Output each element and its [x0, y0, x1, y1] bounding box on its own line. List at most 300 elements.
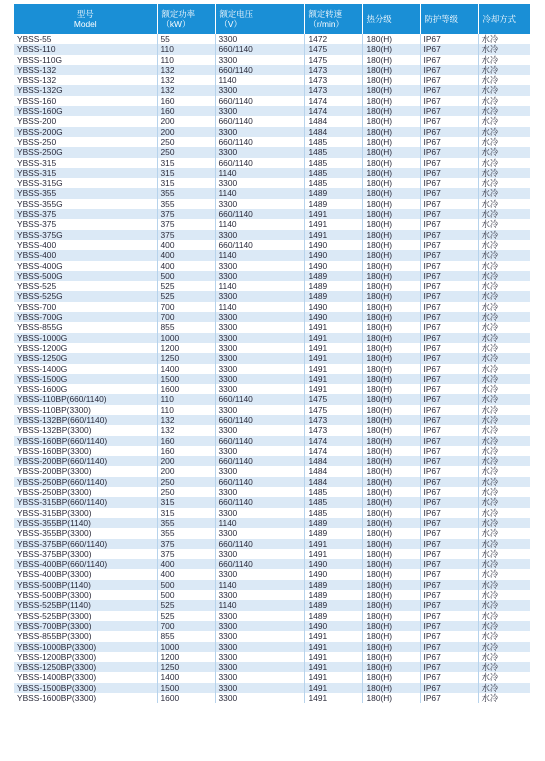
cell-rated-power: 250: [157, 147, 215, 157]
cell-insulation-class: 180(H): [362, 96, 420, 106]
cell-rated-voltage: 3300: [215, 106, 304, 116]
cell-model: YBSS-1200BP(3300): [14, 652, 157, 662]
cell-cooling-method: 水冷: [478, 343, 530, 353]
cell-rated-power: 1600: [157, 693, 215, 703]
cell-protection-class: IP67: [420, 168, 478, 178]
cell-rated-voltage: 3300: [215, 652, 304, 662]
cell-rated-power: 525: [157, 600, 215, 610]
cell-rated-voltage: 1140: [215, 518, 304, 528]
cell-insulation-class: 180(H): [362, 621, 420, 631]
cell-cooling-method: 水冷: [478, 322, 530, 332]
table-row: [14, 219, 530, 229]
cell-insulation-class: 180(H): [362, 75, 420, 85]
cell-rated-power: 200: [157, 116, 215, 126]
cell-cooling-method: 水冷: [478, 291, 530, 301]
cell-rated-power: 1200: [157, 652, 215, 662]
cell-rated-speed: 1472: [304, 34, 362, 44]
cell-rated-speed: 1489: [304, 291, 362, 301]
cell-rated-power: 375: [157, 209, 215, 219]
cell-rated-speed: 1484: [304, 466, 362, 476]
cell-model: YBSS-315: [14, 158, 157, 168]
header-rated-power-unit: （kW）: [161, 19, 191, 29]
cell-rated-power: 1000: [157, 642, 215, 652]
cell-rated-voltage: 3300: [215, 446, 304, 456]
cell-rated-speed: 1484: [304, 456, 362, 466]
cell-insulation-class: 180(H): [362, 672, 420, 682]
cell-insulation-class: 180(H): [362, 374, 420, 384]
cell-cooling-method: 水冷: [478, 436, 530, 446]
cell-protection-class: IP67: [420, 425, 478, 435]
cell-cooling-method: 水冷: [478, 199, 530, 209]
cell-rated-power: 355: [157, 199, 215, 209]
header-cooling-method-cn: 冷却方式: [482, 14, 516, 24]
table-row: [14, 178, 530, 188]
cell-rated-voltage: 3300: [215, 353, 304, 363]
cell-rated-speed: 1491: [304, 652, 362, 662]
table-row: [14, 394, 530, 404]
table-row: [14, 436, 530, 446]
cell-rated-power: 200: [157, 466, 215, 476]
cell-model: YBSS-375: [14, 209, 157, 219]
cell-rated-voltage: 3300: [215, 199, 304, 209]
table-row: [14, 65, 530, 75]
cell-rated-power: 1400: [157, 364, 215, 374]
cell-protection-class: IP67: [420, 662, 478, 672]
cell-rated-voltage: 3300: [215, 178, 304, 188]
cell-rated-power: 400: [157, 569, 215, 579]
cell-rated-speed: 1485: [304, 487, 362, 497]
cell-cooling-method: 水冷: [478, 127, 530, 137]
table-row: [14, 497, 530, 507]
cell-rated-speed: 1490: [304, 312, 362, 322]
cell-insulation-class: 180(H): [362, 322, 420, 332]
cell-rated-voltage: 1140: [215, 302, 304, 312]
cell-model: YBSS-110: [14, 44, 157, 54]
table-row: [14, 487, 530, 497]
header-cooling-method: [478, 4, 530, 34]
cell-insulation-class: 180(H): [362, 662, 420, 672]
cell-rated-speed: 1491: [304, 672, 362, 682]
cell-rated-power: 1250: [157, 662, 215, 672]
cell-rated-voltage: 3300: [215, 642, 304, 652]
cell-cooling-method: 水冷: [478, 240, 530, 250]
cell-cooling-method: 水冷: [478, 600, 530, 610]
cell-insulation-class: 180(H): [362, 312, 420, 322]
cell-rated-voltage: 3300: [215, 322, 304, 332]
cell-cooling-method: 水冷: [478, 333, 530, 343]
cell-rated-speed: 1474: [304, 446, 362, 456]
cell-rated-speed: 1475: [304, 55, 362, 65]
cell-cooling-method: 水冷: [478, 302, 530, 312]
cell-cooling-method: 水冷: [478, 219, 530, 229]
cell-rated-speed: 1474: [304, 96, 362, 106]
cell-rated-voltage: 660/1140: [215, 96, 304, 106]
table-row: [14, 528, 530, 538]
cell-rated-speed: 1491: [304, 333, 362, 343]
cell-insulation-class: 180(H): [362, 456, 420, 466]
cell-rated-speed: 1489: [304, 518, 362, 528]
cell-rated-speed: 1490: [304, 240, 362, 250]
cell-insulation-class: 180(H): [362, 436, 420, 446]
cell-protection-class: IP67: [420, 580, 478, 590]
cell-model: YBSS-1400BP(3300): [14, 672, 157, 682]
cell-model: YBSS-200BP(3300): [14, 466, 157, 476]
cell-rated-power: 315: [157, 168, 215, 178]
header-rated-speed-cn: 额定转速: [308, 9, 342, 19]
cell-protection-class: IP67: [420, 600, 478, 610]
cell-insulation-class: 180(H): [362, 250, 420, 260]
cell-rated-voltage: 3300: [215, 569, 304, 579]
cell-protection-class: IP67: [420, 436, 478, 446]
cell-protection-class: IP67: [420, 518, 478, 528]
cell-rated-speed: 1491: [304, 683, 362, 693]
cell-rated-speed: 1490: [304, 250, 362, 260]
cell-rated-power: 855: [157, 322, 215, 332]
cell-rated-voltage: 1140: [215, 580, 304, 590]
table-row: [14, 353, 530, 363]
cell-cooling-method: 水冷: [478, 137, 530, 147]
cell-model: YBSS-355: [14, 188, 157, 198]
cell-insulation-class: 180(H): [362, 188, 420, 198]
cell-insulation-class: 180(H): [362, 600, 420, 610]
cell-cooling-method: 水冷: [478, 209, 530, 219]
cell-rated-voltage: 660/1140: [215, 539, 304, 549]
cell-rated-power: 525: [157, 611, 215, 621]
cell-rated-power: 250: [157, 477, 215, 487]
cell-model: YBSS-1200G: [14, 343, 157, 353]
cell-rated-speed: 1475: [304, 394, 362, 404]
cell-rated-speed: 1491: [304, 374, 362, 384]
cell-rated-speed: 1473: [304, 415, 362, 425]
cell-model: YBSS-500G: [14, 271, 157, 281]
cell-rated-voltage: 1140: [215, 188, 304, 198]
table-row: [14, 291, 530, 301]
cell-insulation-class: 180(H): [362, 652, 420, 662]
cell-cooling-method: 水冷: [478, 559, 530, 569]
cell-cooling-method: 水冷: [478, 116, 530, 126]
table-row: [14, 466, 530, 476]
cell-rated-voltage: 660/1140: [215, 436, 304, 446]
cell-protection-class: IP67: [420, 322, 478, 332]
cell-rated-power: 160: [157, 96, 215, 106]
cell-model: YBSS-525BP(1140): [14, 600, 157, 610]
cell-insulation-class: 180(H): [362, 55, 420, 65]
cell-model: YBSS-525BP(3300): [14, 611, 157, 621]
cell-insulation-class: 180(H): [362, 291, 420, 301]
cell-model: YBSS-250BP(660/1140): [14, 477, 157, 487]
cell-rated-power: 400: [157, 250, 215, 260]
cell-cooling-method: 水冷: [478, 158, 530, 168]
cell-insulation-class: 180(H): [362, 446, 420, 456]
cell-model: YBSS-160BP(3300): [14, 446, 157, 456]
cell-rated-speed: 1473: [304, 85, 362, 95]
cell-insulation-class: 180(H): [362, 415, 420, 425]
cell-rated-power: 355: [157, 518, 215, 528]
cell-protection-class: IP67: [420, 497, 478, 507]
cell-rated-power: 160: [157, 106, 215, 116]
cell-rated-speed: 1490: [304, 621, 362, 631]
header-rated-speed-unit: （r/min）: [308, 19, 344, 29]
cell-model: YBSS-1000BP(3300): [14, 642, 157, 652]
cell-insulation-class: 180(H): [362, 302, 420, 312]
cell-rated-voltage: 3300: [215, 271, 304, 281]
cell-rated-voltage: 660/1140: [215, 209, 304, 219]
cell-model: YBSS-132BP(660/1140): [14, 415, 157, 425]
cell-rated-power: 132: [157, 85, 215, 95]
cell-cooling-method: 水冷: [478, 693, 530, 703]
cell-rated-power: 355: [157, 528, 215, 538]
cell-model: YBSS-315G: [14, 178, 157, 188]
cell-rated-speed: 1473: [304, 75, 362, 85]
cell-insulation-class: 180(H): [362, 353, 420, 363]
cell-model: YBSS-400: [14, 250, 157, 260]
cell-rated-voltage: 3300: [215, 85, 304, 95]
cell-rated-power: 110: [157, 405, 215, 415]
cell-rated-voltage: 660/1140: [215, 497, 304, 507]
cell-insulation-class: 180(H): [362, 611, 420, 621]
cell-rated-voltage: 3300: [215, 611, 304, 621]
cell-insulation-class: 180(H): [362, 631, 420, 641]
cell-protection-class: IP67: [420, 333, 478, 343]
cell-cooling-method: 水冷: [478, 65, 530, 75]
cell-rated-voltage: 3300: [215, 261, 304, 271]
cell-cooling-method: 水冷: [478, 683, 530, 693]
cell-model: YBSS-132: [14, 75, 157, 85]
cell-protection-class: IP67: [420, 683, 478, 693]
table-row: [14, 425, 530, 435]
cell-cooling-method: 水冷: [478, 374, 530, 384]
cell-model: YBSS-525: [14, 281, 157, 291]
cell-rated-speed: 1489: [304, 590, 362, 600]
cell-rated-voltage: 3300: [215, 693, 304, 703]
table-row: [14, 240, 530, 250]
cell-insulation-class: 180(H): [362, 116, 420, 126]
cell-rated-power: 855: [157, 631, 215, 641]
cell-protection-class: IP67: [420, 291, 478, 301]
cell-rated-voltage: 1140: [215, 219, 304, 229]
cell-rated-voltage: 3300: [215, 230, 304, 240]
cell-protection-class: IP67: [420, 343, 478, 353]
cell-rated-voltage: 3300: [215, 528, 304, 538]
cell-rated-voltage: 1140: [215, 250, 304, 260]
cell-model: YBSS-1250G: [14, 353, 157, 363]
cell-rated-power: 1500: [157, 683, 215, 693]
cell-rated-power: 1250: [157, 353, 215, 363]
cell-rated-voltage: 3300: [215, 312, 304, 322]
cell-cooling-method: 水冷: [478, 34, 530, 44]
cell-rated-voltage: 1140: [215, 600, 304, 610]
cell-rated-voltage: 3300: [215, 672, 304, 682]
cell-insulation-class: 180(H): [362, 539, 420, 549]
cell-protection-class: IP67: [420, 147, 478, 157]
cell-insulation-class: 180(H): [362, 158, 420, 168]
cell-cooling-method: 水冷: [478, 446, 530, 456]
table-row: [14, 405, 530, 415]
cell-protection-class: IP67: [420, 55, 478, 65]
table-row: [14, 137, 530, 147]
cell-protection-class: IP67: [420, 405, 478, 415]
cell-rated-voltage: 3300: [215, 333, 304, 343]
cell-insulation-class: 180(H): [362, 405, 420, 415]
cell-rated-voltage: 660/1140: [215, 116, 304, 126]
cell-cooling-method: 水冷: [478, 549, 530, 559]
cell-rated-voltage: 3300: [215, 631, 304, 641]
cell-rated-speed: 1474: [304, 436, 362, 446]
cell-protection-class: IP67: [420, 34, 478, 44]
cell-protection-class: IP67: [420, 487, 478, 497]
cell-protection-class: IP67: [420, 44, 478, 54]
cell-insulation-class: 180(H): [362, 477, 420, 487]
cell-insulation-class: 180(H): [362, 44, 420, 54]
cell-insulation-class: 180(H): [362, 219, 420, 229]
cell-protection-class: IP67: [420, 312, 478, 322]
cell-cooling-method: 水冷: [478, 353, 530, 363]
cell-cooling-method: 水冷: [478, 580, 530, 590]
cell-cooling-method: 水冷: [478, 508, 530, 518]
cell-rated-power: 110: [157, 394, 215, 404]
table-row: [14, 209, 530, 219]
header-protection-class: [420, 4, 478, 34]
cell-rated-power: 355: [157, 188, 215, 198]
cell-protection-class: IP67: [420, 549, 478, 559]
cell-model: YBSS-1600G: [14, 384, 157, 394]
cell-protection-class: IP67: [420, 250, 478, 260]
cell-model: YBSS-700BP(3300): [14, 621, 157, 631]
cell-rated-power: 315: [157, 178, 215, 188]
header-rated-speed: [304, 4, 362, 34]
cell-model: YBSS-855BP(3300): [14, 631, 157, 641]
cell-model: YBSS-315BP(3300): [14, 508, 157, 518]
header-row: [14, 4, 530, 34]
cell-insulation-class: 180(H): [362, 147, 420, 157]
cell-model: YBSS-375: [14, 219, 157, 229]
cell-protection-class: IP67: [420, 96, 478, 106]
cell-rated-voltage: 1140: [215, 75, 304, 85]
header-insulation-class-cn: 热分级: [366, 14, 392, 24]
cell-rated-voltage: 3300: [215, 683, 304, 693]
motor-spec-sheet: [14, 4, 530, 703]
table-row: [14, 261, 530, 271]
table-row: [14, 322, 530, 332]
cell-protection-class: IP67: [420, 65, 478, 75]
table-row: [14, 662, 530, 672]
cell-insulation-class: 180(H): [362, 240, 420, 250]
table-row: [14, 333, 530, 343]
table-row: [14, 446, 530, 456]
cell-insulation-class: 180(H): [362, 487, 420, 497]
table-row: [14, 343, 530, 353]
cell-rated-power: 375: [157, 549, 215, 559]
table-row: [14, 44, 530, 54]
cell-cooling-method: 水冷: [478, 497, 530, 507]
header-rated-voltage: [215, 4, 304, 34]
cell-model: YBSS-355BP(3300): [14, 528, 157, 538]
cell-cooling-method: 水冷: [478, 178, 530, 188]
cell-rated-voltage: 3300: [215, 55, 304, 65]
table-row: [14, 302, 530, 312]
table-row: [14, 508, 530, 518]
cell-rated-power: 1400: [157, 672, 215, 682]
cell-rated-voltage: 3300: [215, 487, 304, 497]
cell-cooling-method: 水冷: [478, 611, 530, 621]
table-header: [14, 4, 530, 34]
cell-rated-voltage: 660/1140: [215, 394, 304, 404]
table-row: [14, 600, 530, 610]
cell-rated-speed: 1491: [304, 343, 362, 353]
cell-cooling-method: 水冷: [478, 456, 530, 466]
cell-rated-voltage: 3300: [215, 291, 304, 301]
cell-cooling-method: 水冷: [478, 312, 530, 322]
cell-rated-power: 375: [157, 230, 215, 240]
cell-cooling-method: 水冷: [478, 384, 530, 394]
cell-model: YBSS-110G: [14, 55, 157, 65]
table-row: [14, 34, 530, 44]
cell-protection-class: IP67: [420, 271, 478, 281]
cell-rated-speed: 1491: [304, 322, 362, 332]
cell-cooling-method: 水冷: [478, 230, 530, 240]
cell-model: YBSS-400: [14, 240, 157, 250]
cell-rated-speed: 1485: [304, 508, 362, 518]
cell-insulation-class: 180(H): [362, 497, 420, 507]
cell-rated-speed: 1491: [304, 662, 362, 672]
cell-rated-power: 200: [157, 127, 215, 137]
cell-model: YBSS-525G: [14, 291, 157, 301]
cell-rated-power: 315: [157, 158, 215, 168]
cell-model: YBSS-500BP(1140): [14, 580, 157, 590]
table-row: [14, 569, 530, 579]
cell-insulation-class: 180(H): [362, 106, 420, 116]
cell-rated-power: 375: [157, 219, 215, 229]
cell-rated-speed: 1485: [304, 158, 362, 168]
cell-rated-voltage: 660/1140: [215, 158, 304, 168]
cell-cooling-method: 水冷: [478, 631, 530, 641]
cell-rated-speed: 1491: [304, 230, 362, 240]
cell-rated-power: 200: [157, 456, 215, 466]
cell-protection-class: IP67: [420, 528, 478, 538]
cell-rated-voltage: 3300: [215, 384, 304, 394]
cell-cooling-method: 水冷: [478, 425, 530, 435]
cell-rated-speed: 1489: [304, 281, 362, 291]
table-row: [14, 549, 530, 559]
table-row: [14, 672, 530, 682]
cell-rated-speed: 1491: [304, 219, 362, 229]
cell-rated-speed: 1473: [304, 65, 362, 75]
cell-rated-power: 250: [157, 487, 215, 497]
cell-insulation-class: 180(H): [362, 230, 420, 240]
cell-cooling-method: 水冷: [478, 281, 530, 291]
cell-rated-power: 110: [157, 44, 215, 54]
cell-protection-class: IP67: [420, 261, 478, 271]
cell-protection-class: IP67: [420, 127, 478, 137]
cell-rated-power: 132: [157, 75, 215, 85]
cell-insulation-class: 180(H): [362, 683, 420, 693]
cell-rated-voltage: 660/1140: [215, 137, 304, 147]
cell-rated-voltage: 3300: [215, 508, 304, 518]
cell-rated-voltage: 660/1140: [215, 456, 304, 466]
cell-rated-power: 500: [157, 590, 215, 600]
cell-cooling-method: 水冷: [478, 672, 530, 682]
cell-rated-speed: 1491: [304, 539, 362, 549]
cell-model: YBSS-160G: [14, 106, 157, 116]
cell-model: YBSS-375BP(660/1140): [14, 539, 157, 549]
cell-rated-speed: 1489: [304, 600, 362, 610]
cell-insulation-class: 180(H): [362, 559, 420, 569]
cell-model: YBSS-700: [14, 302, 157, 312]
table-row: [14, 127, 530, 137]
cell-insulation-class: 180(H): [362, 127, 420, 137]
cell-protection-class: IP67: [420, 569, 478, 579]
cell-insulation-class: 180(H): [362, 384, 420, 394]
